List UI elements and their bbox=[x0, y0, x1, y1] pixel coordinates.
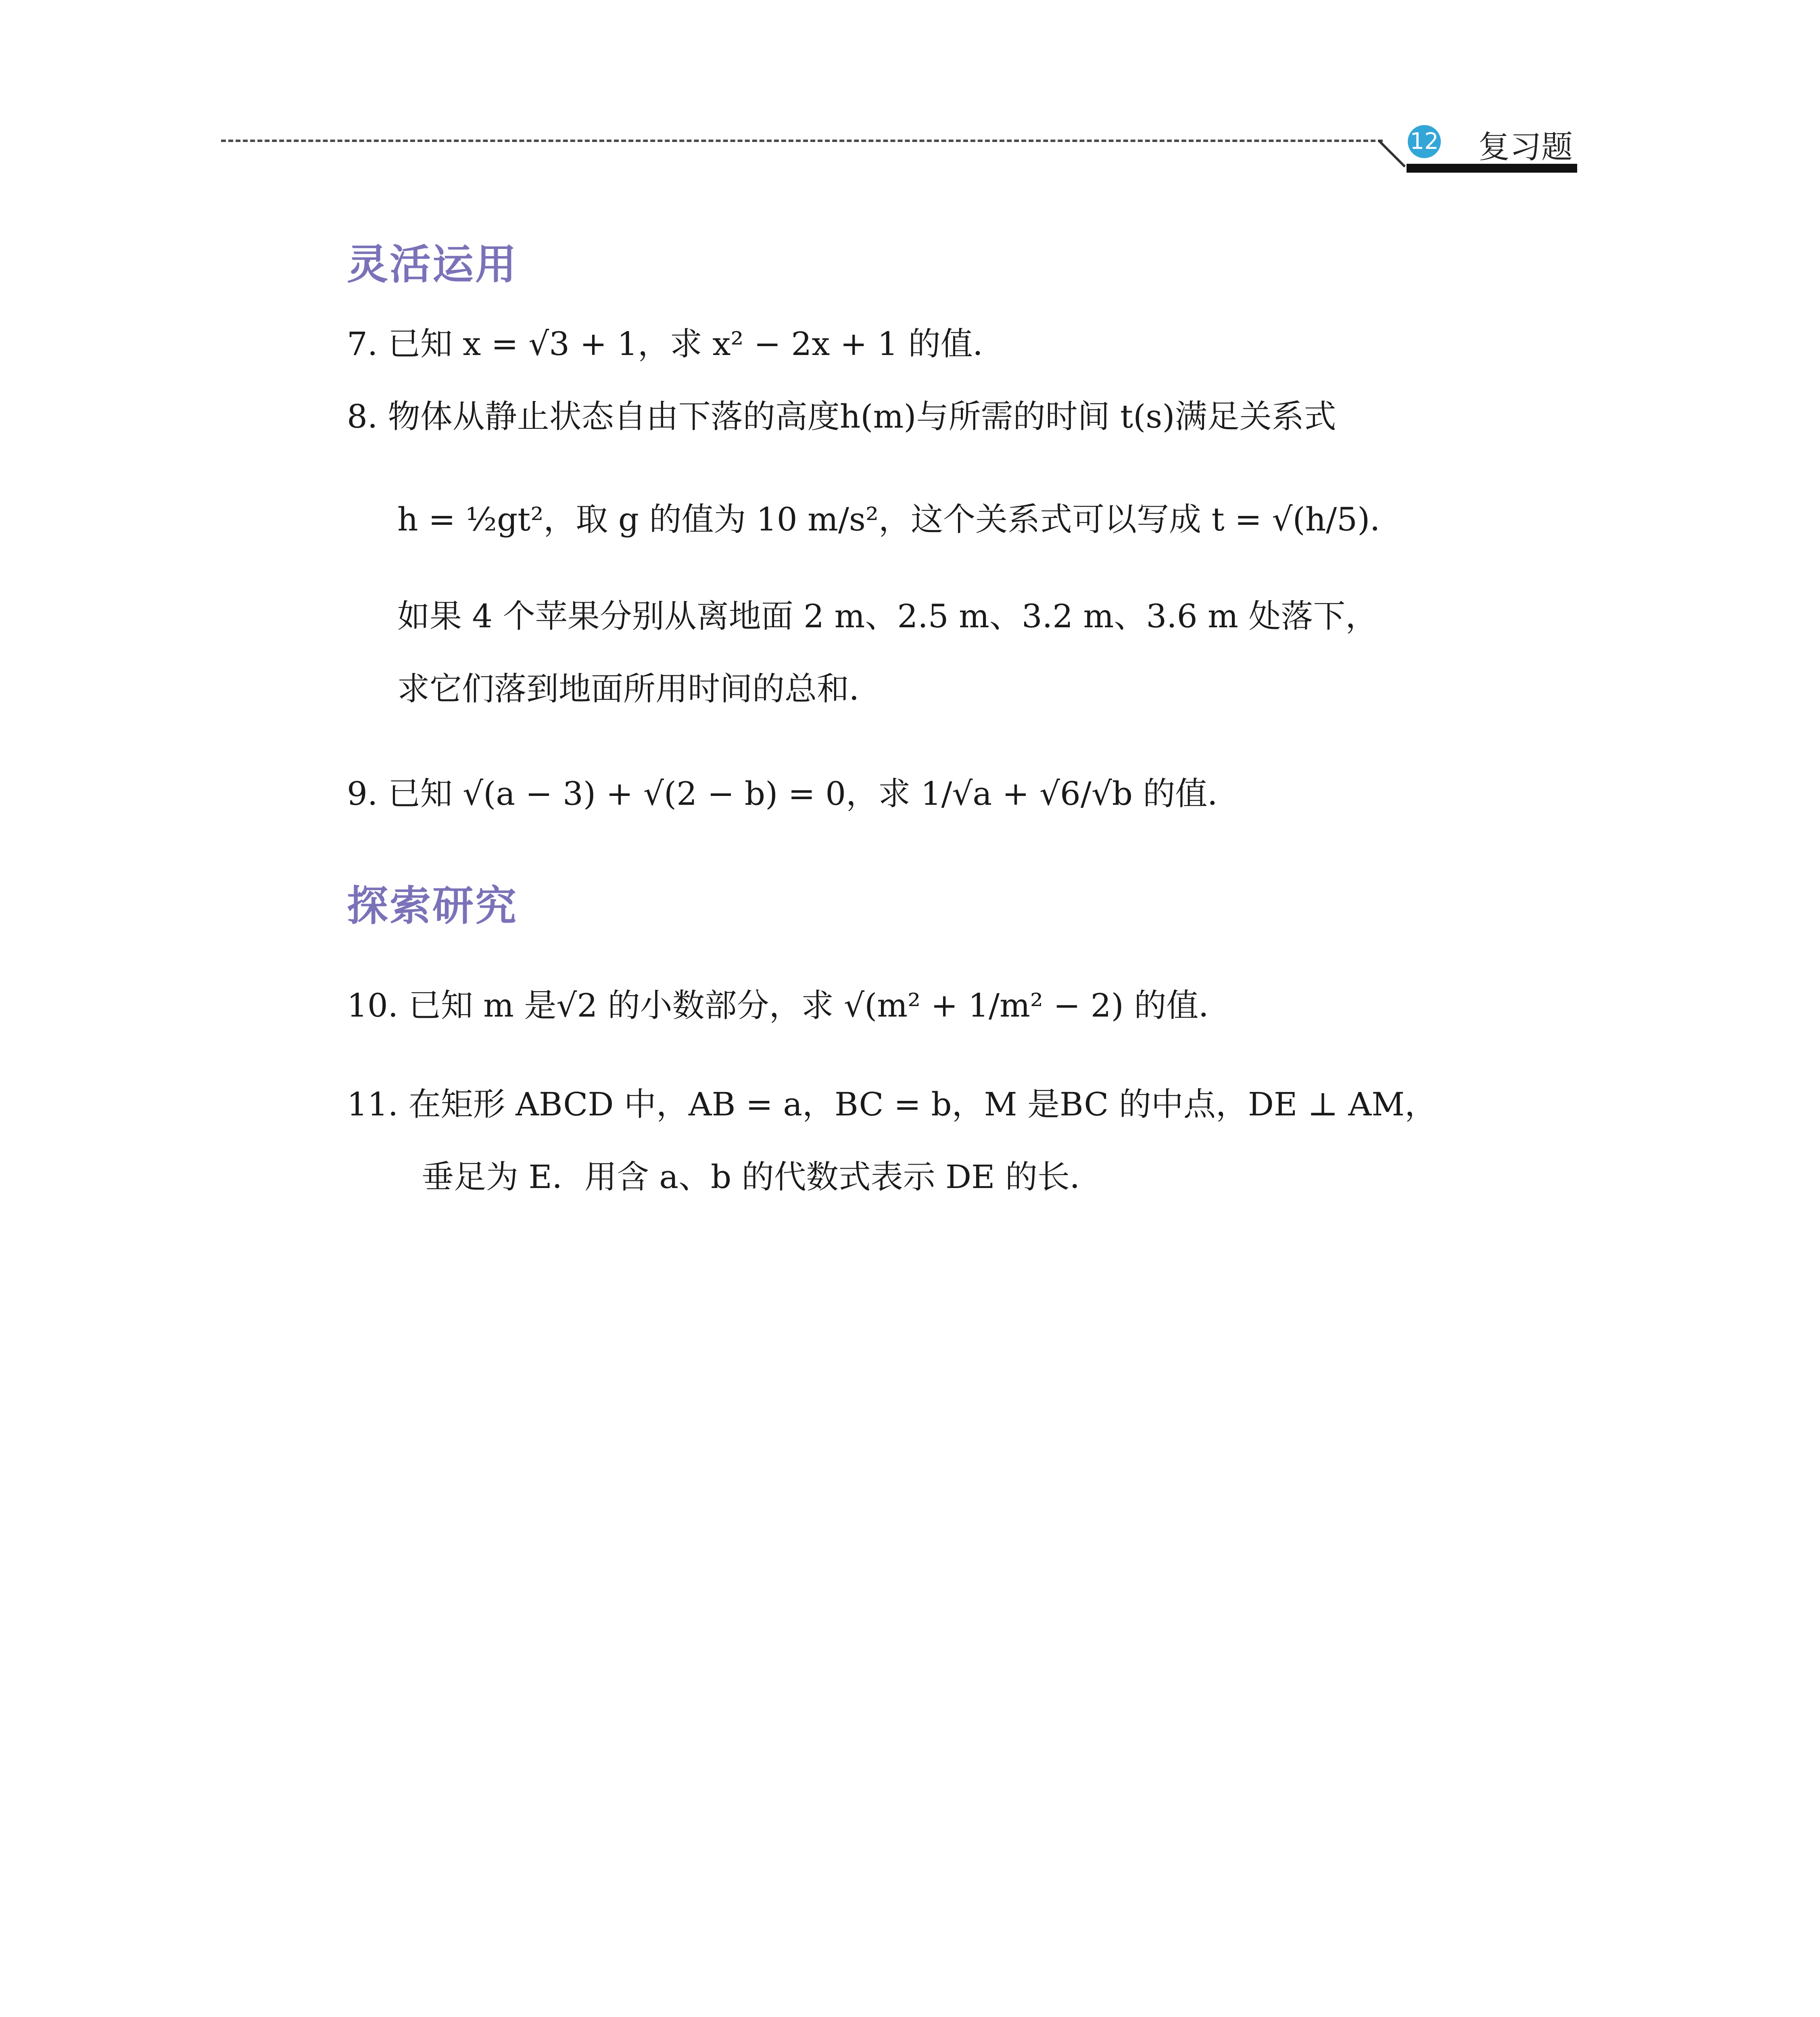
problem-8-line-2: h = ½gt²，取 g 的值为 10 m/s²，这个关系式可以写成 t = √(h/5)． bbox=[397, 501, 1403, 538]
section-title-explore-research: 探索研究 bbox=[347, 882, 518, 930]
chapter-title: 复习题 bbox=[1478, 129, 1573, 165]
section-title-flexible-use: 灵活运用 bbox=[347, 241, 518, 289]
header-diagonal-rule bbox=[1378, 140, 1406, 167]
chapter-number-badge: 12 bbox=[1408, 125, 1441, 158]
problem-8-line-4: 求它们落到地面所用时间的总和． bbox=[397, 670, 881, 708]
problem-8-line-3: 如果 4 个苹果分别从离地面 2 m、2.5 m、3.2 m、3.6 m 处落下， bbox=[397, 597, 1378, 635]
problem-11-line-2: 垂足为 E．用含 a、b 的代数式表示 DE 的长． bbox=[422, 1158, 1102, 1196]
problem-10-line-1: 10. 已知 m 是√2 的小数部分，求 √(m² + 1/m² − 2) 的值． bbox=[347, 987, 1231, 1024]
problem-9-line-1: 9. 已知 √(a − 3) + √(2 − b) = 0，求 1/√a + √6/√b 的值． bbox=[347, 775, 1240, 812]
problem-8-line-1: 8. 物体从静止状态自由下落的高度h(m)与所需的时间 t(s)满足关系式 bbox=[347, 398, 1336, 435]
problem-7-line-1: 7. 已知 x = √3 + 1，求 x² − 2x + 1 的值． bbox=[347, 325, 1005, 363]
header-dashed-rule bbox=[221, 140, 1383, 142]
problem-11-line-1: 11. 在矩形 ABCD 中，AB = a，BC = b，M 是BC 的中点，DE ⊥ AM， bbox=[347, 1086, 1437, 1123]
